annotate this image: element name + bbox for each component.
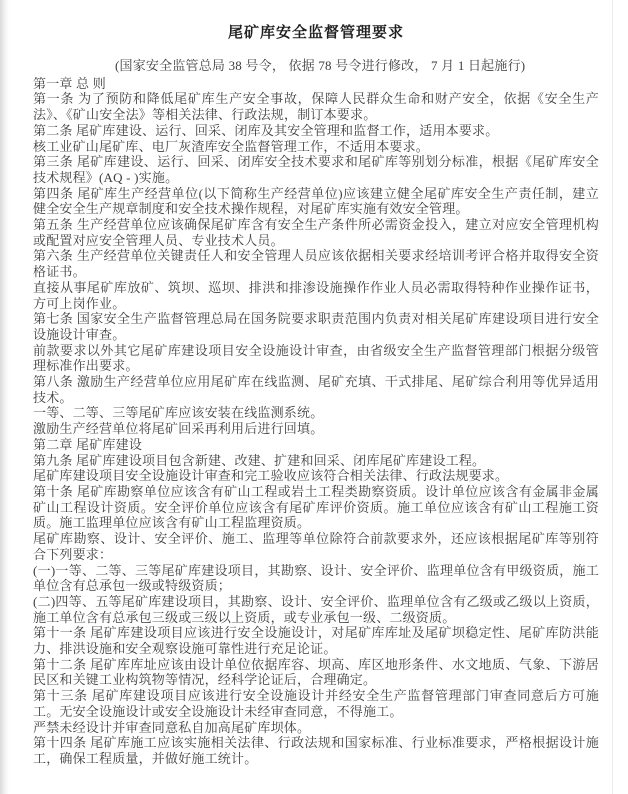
article-10-item-1: (一)一等、二等、三等尾矿库建设项目，其勘察、设计、安全评价、监理单位含有甲级资质，施工单位含有总承包一级或特级资质； [33,562,599,594]
document-title: 尾矿库安全监督管理要求 [227,25,404,41]
page-edge-shading [0,0,9,794]
article-13: 第十三条 尾矿库建设项目应该进行安全设施设计并经安全生产监督管理部门审查同意后方可施工。无安全设施设计或安全设施设计未经审查同意，不得施工。 [33,688,599,719]
article-4: 第四条 尾矿库生产经营单位(以下简称生产经营单位)应该建立健全尾矿库安全生产责任制，建立健全安全生产规章制度和安全技术操作规程，对尾矿库实施有效安全管理。 [33,185,599,217]
article-1: 第一条 为了预防和降低尾矿库生产安全事故，保障人民群众生命和财产安全，依据《安全生产法》、《矿山安全法》等相关法律、行政法规，制订本要求。 [33,91,599,123]
article-6-para-2: 直接从事尾矿库放矿、筑坝、巡坝、排洪和排渗设施操作作业人员必需取得特种作业操作证书，方可上岗作业。 [33,279,599,311]
chapter-2-heading: 第二章 尾矿库建设 [33,436,143,452]
article-14: 第十四条 尾矿库施工应该实施相关法律、行政法规和国家标准、行业标准要求，严格根据设计施工，确保工程质量，并做好施工统计。 [33,735,599,766]
article-2: 第二条 尾矿库建设、运行、回采、闭库及其安全管理和监督工作，适用本要求。 [33,122,499,138]
article-3: 第三条 尾矿库建设、运行、回采、闭库安全技术要求和尾矿库等别划分标准，根据《尾矿库安全技术规程》(AQ - )实施。 [33,154,599,185]
article-2-para-2: 核工业矿山尾矿库、电厂灰渣库安全监督管理工作，不适用本要求。 [33,138,430,154]
article-10: 第十条 尾矿库勘察单位应该含有矿山工程或岩土工程类勘察资质。设计单位应该含有金属非金属矿山工程设计资质。安全评价单位应该含有尾矿库评价资质。施工单位应该含有矿山工程施工资质。施工监理单位应该含有矿山工程监理资质。 [33,483,599,531]
article-12: 第十二条 尾矿库库址应该由设计单位依据库容、坝高、库区地形条件、水文地质、气象、下游居民区和关键工业构筑物等情况，经科学论证后，合理确定。 [33,656,599,688]
article-9-para-2: 尾矿库建设项目安全设施设计审查和完工验收应该符合相关法律、行政法规要求。 [33,468,509,484]
article-8-para-2: 一等、二等、三等尾矿库应该安装在线监测系统。 [33,405,324,421]
article-10-item-2: (二)四等、五等尾矿库建设项目，其勘察、设计、安全评价、监理单位含有乙级或乙级以上资质，施工单位含有总承包三级或三级以上资质，或专业承包一级、二级资质。 [33,593,599,625]
article-13-para-2: 严禁未经设计并审查同意私自加高尾矿库坝体。 [33,719,311,735]
article-6: 第六条 生产经营单位关键责任人和安全管理人员应该依据相关要求经培训考评合格并取得安全资格证书。 [33,248,599,280]
article-7-para-2: 前款要求以外其它尾矿库建设项目安全设施设计审查，由省级安全生产监督管理部门根据分级管理标准作出要求。 [33,342,599,374]
article-9: 第九条 尾矿库建设项目包含新建、改建、扩建和回采、闭库尾矿库建设工程。 [33,452,486,468]
document-body [33,76,599,767]
document-subtitle: (国家安全监管总局 38 号令， 依据 78 号令进行修改， 7 月 1 日起施行) [115,58,526,73]
article-11: 第十一条 尾矿库建设项目应该进行安全设施设计，对尾矿库库址及尾矿坝稳定性、尾矿库防洪能力、排洪设施和安全观察设施可靠性进行充足论证。 [33,625,599,657]
article-10-para-2: 尾矿库勘察、设计、安全评价、施工、监理等单位除符合前款要求外，还应该根据尾矿库等别符合下列要求： [33,531,599,562]
article-8: 第八条 激励生产经营单位应用尾矿库在线监测、尾矿充填、干式排尾、尾矿综合利用等优异适用技术。 [33,374,599,405]
document-content [33,24,599,767]
article-5: 第五条 生产经营单位应该确保尾矿库含有安全生产条件所必需资金投入，建立对应安全管理机构或配置对应安全管理人员、专业技术人员。 [33,217,599,248]
article-7: 第七条 国家安全生产监督管理总局在国务院要求职责范围内负责对相关尾矿库建设项目进行安全设施设计审查。 [33,311,599,342]
article-8-para-3: 激励生产经营单位将尾矿回采再利用后进行回填。 [33,421,324,437]
chapter-1-heading: 第一章 总 则 [33,75,106,91]
page-edge-line [612,0,613,794]
